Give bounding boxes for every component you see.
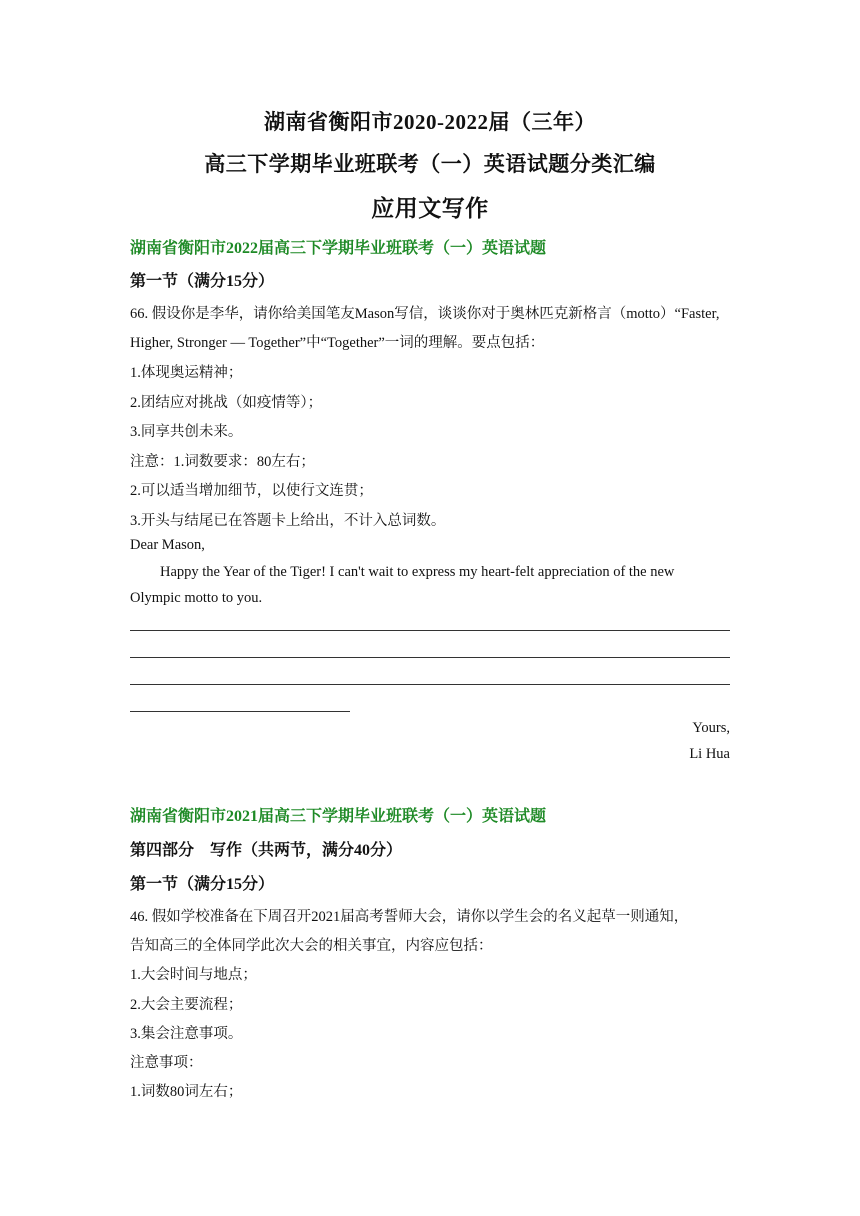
note-1b: 1.词数80词左右；	[130, 1084, 243, 1100]
answer-blank-line	[130, 711, 350, 712]
letter-salutation: Dear Mason,	[130, 537, 205, 553]
letter-body-line2: Olympic motto to you.	[130, 590, 263, 606]
answer-blank-line	[130, 630, 730, 631]
answer-blank-line	[130, 657, 730, 658]
question-66-line2: Higher, Stronger — Together”中“Together”一词的理解。要点包括：	[130, 335, 545, 351]
letter-closing: Yours,	[692, 720, 730, 736]
point-2b: 2.大会主要流程；	[130, 997, 243, 1013]
section-part-1: 第一节（满分15分）	[130, 273, 275, 290]
question-46-line1: 46. 假如学校准备在下周召开2021届高考誓师大会，请你以学生会的名义起草一则通知，	[130, 909, 689, 925]
letter-body-line1: Happy the Year of the Tiger! I can't wait to express my heart-felt appreciation of the new	[160, 564, 675, 580]
question-66-line1: 66. 假设你是李华，请你给美国笔友Mason写信，谈谈你对于奥林匹克新格言（motto）“Faster,	[130, 306, 720, 322]
note-3: 3.开头与结尾已在答题卡上给出，不计入总词数。	[130, 513, 446, 529]
point-1b: 1.大会时间与地点；	[130, 967, 257, 983]
point-1: 1.体现奥运精神；	[130, 365, 243, 381]
section-part-4: 第四部分 写作（共两节，满分40分）	[130, 842, 403, 859]
point-3b: 3.集会注意事项。	[130, 1026, 243, 1042]
section-heading-2021: 湖南省衡阳市2021届高三下学期毕业班联考（一）英语试题	[130, 808, 547, 825]
letter-signature: Li Hua	[689, 746, 730, 762]
point-3: 3.同享共创未来。	[130, 424, 243, 440]
section-part-1b: 第一节（满分15分）	[130, 876, 275, 893]
point-2: 2.团结应对挑战（如疫情等）；	[130, 395, 323, 411]
doc-title-line2: 高三下学期毕业班联考（一）英语试题分类汇编	[204, 152, 656, 176]
note-1: 注意：1.词数要求：80左右；	[130, 454, 315, 470]
question-46-line2: 告知高三的全体同学此次大会的相关事宜，内容应包括：	[130, 938, 493, 954]
section-heading-2022: 湖南省衡阳市2022届高三下学期毕业班联考（一）英语试题	[130, 240, 547, 257]
doc-title-line3: 应用文写作	[371, 196, 489, 221]
answer-blank-line	[130, 684, 730, 685]
note-2: 2.可以适当增加细节，以使行文连贯；	[130, 483, 373, 499]
note-heading: 注意事项：	[130, 1055, 203, 1071]
doc-title-line1: 湖南省衡阳市2020-2022届（三年）	[264, 110, 596, 134]
